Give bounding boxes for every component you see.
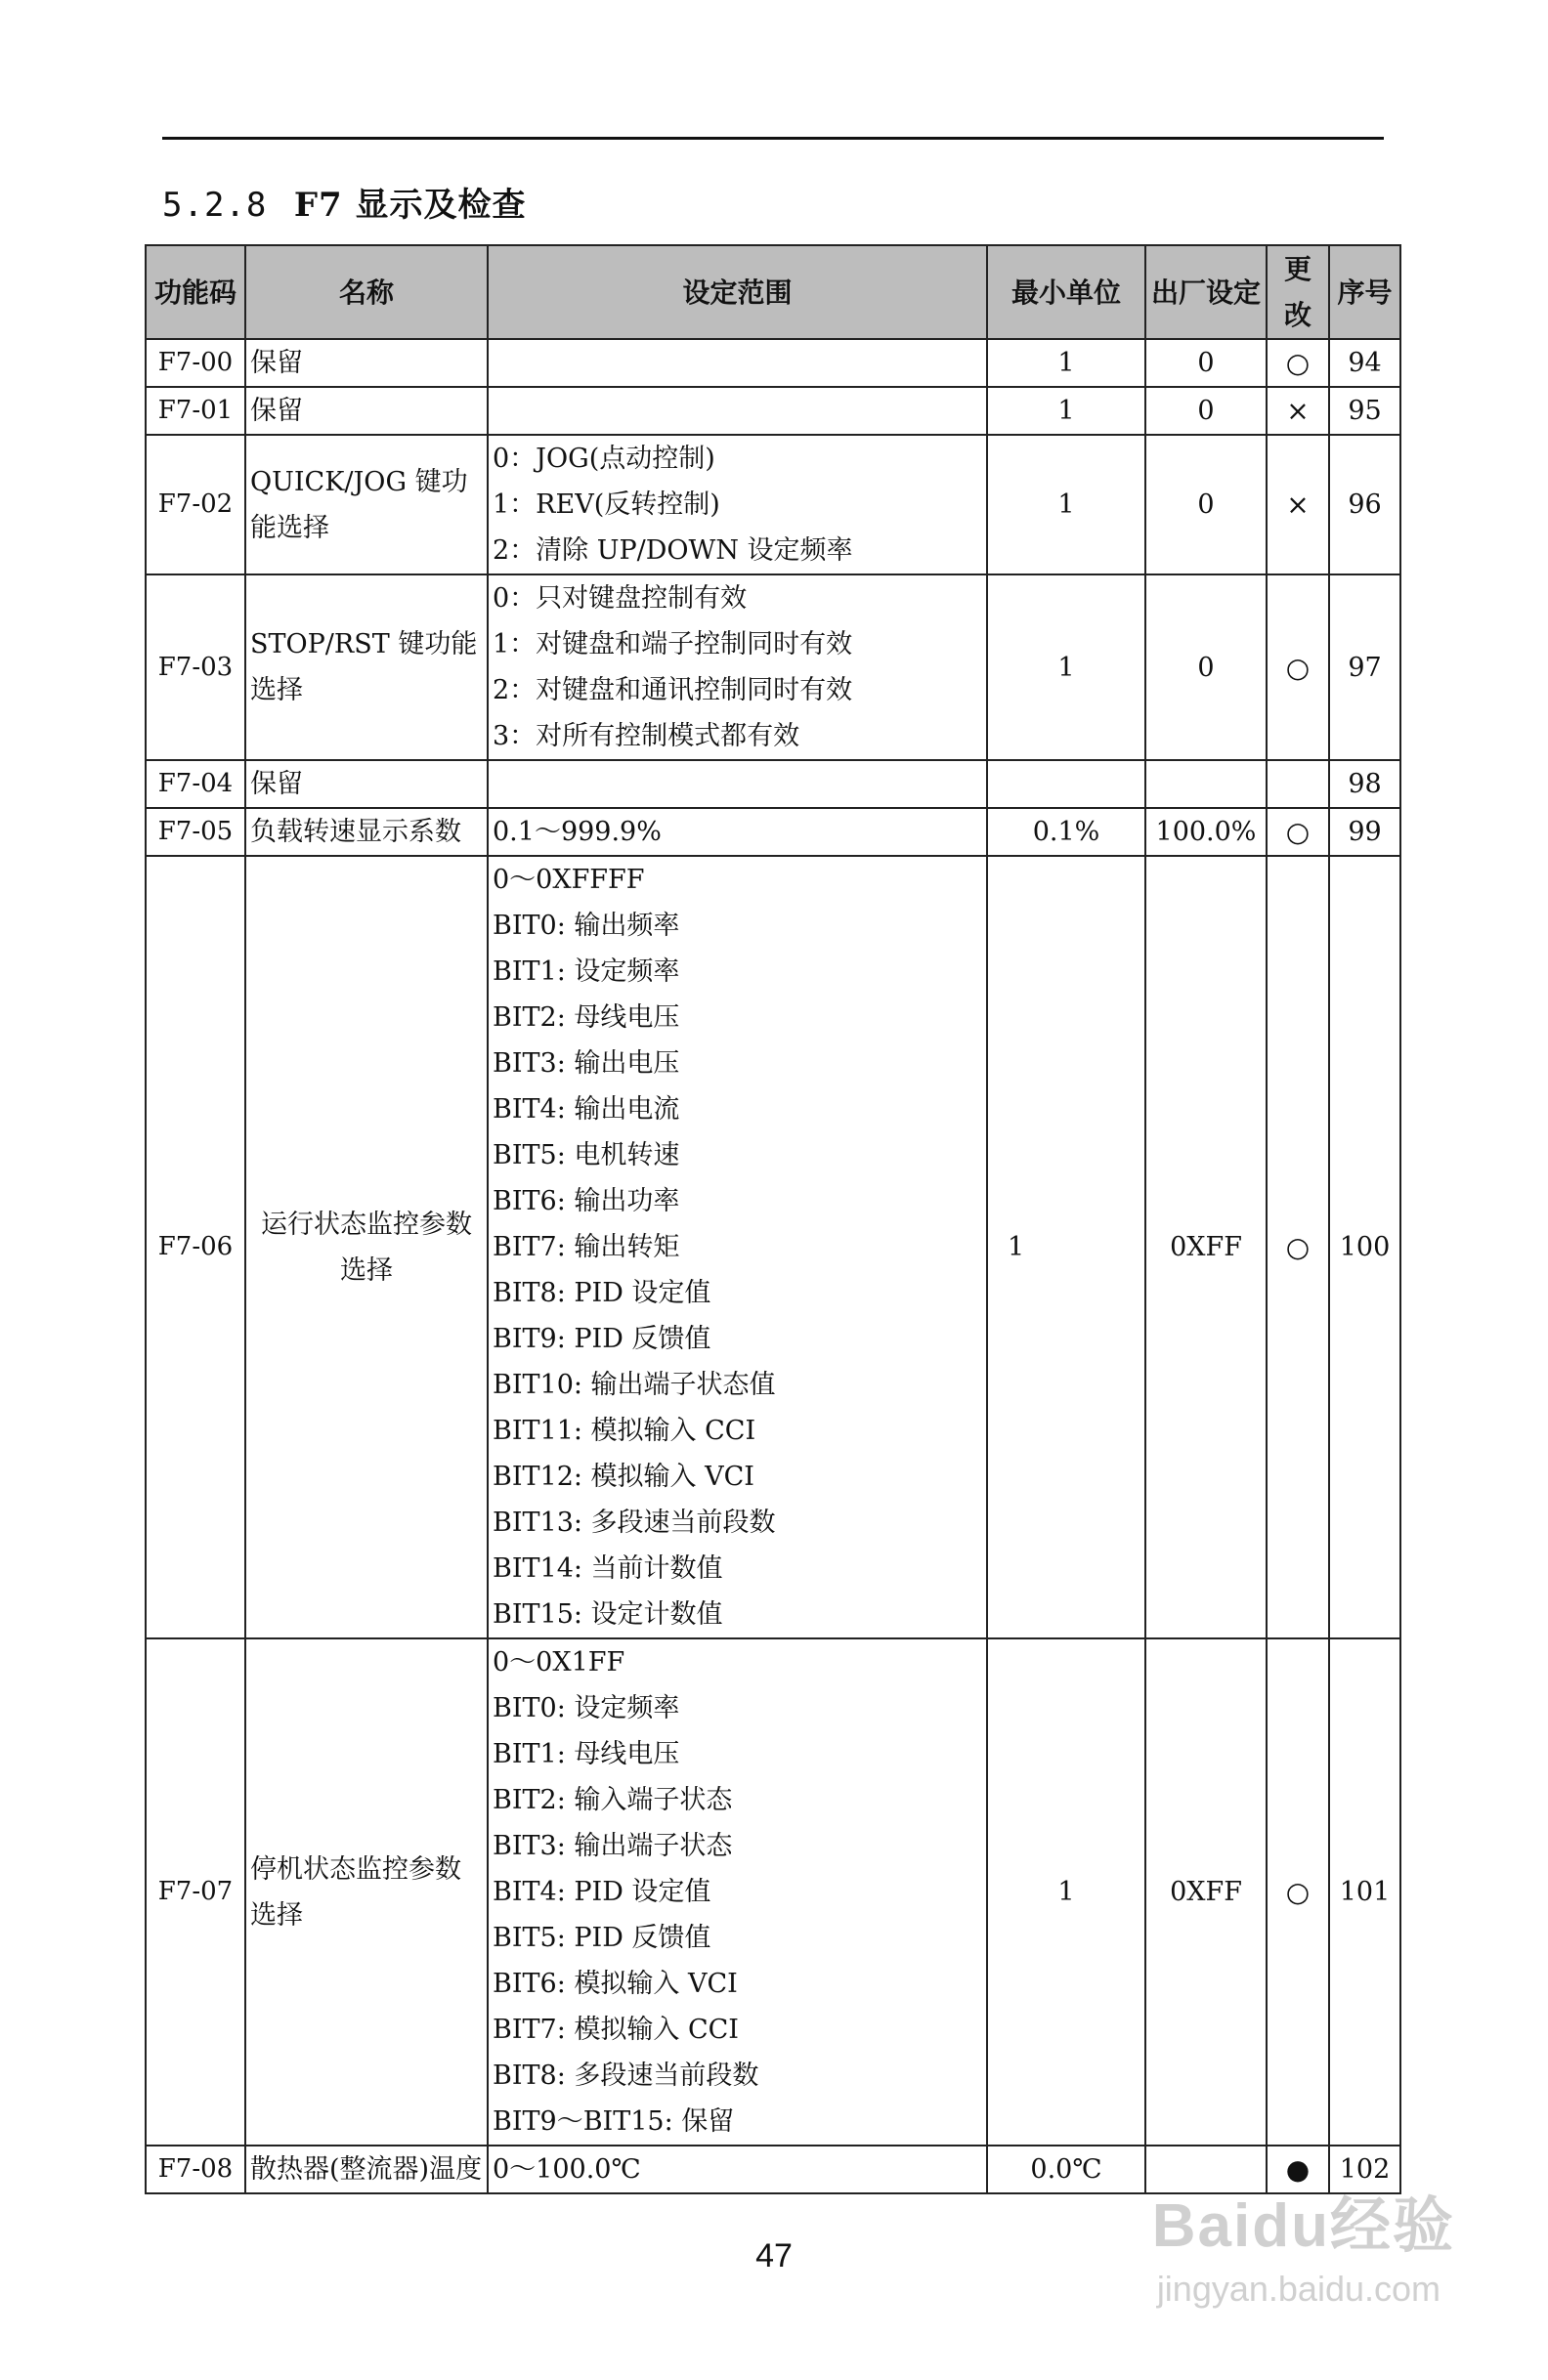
table-row	[146, 856, 1400, 1638]
row-name: QUICK/JOG 键功能选择	[245, 435, 488, 574]
row-unit: 1	[987, 856, 1145, 1638]
range-line: BIT6: 输出功率	[493, 1186, 680, 1216]
row-change: ○	[1267, 808, 1329, 856]
row-seq: 102	[1329, 2146, 1400, 2193]
row-code: F7-05	[146, 808, 245, 856]
row-unit: 1	[987, 574, 1145, 760]
range-line: 2：对键盘和通讯控制同时有效	[493, 675, 853, 705]
range-line: BIT12: 模拟输入 VCI	[493, 1462, 754, 1492]
row-name: 保留	[245, 339, 488, 387]
row-default: 0	[1145, 387, 1267, 435]
range-line: 0.1～999.9%	[493, 817, 662, 847]
row-seq: 99	[1329, 808, 1400, 856]
header-default: 出厂设定	[1145, 245, 1267, 339]
range-line: 0：JOG(点动控制)	[493, 444, 715, 474]
row-range	[488, 339, 987, 387]
row-name: 负载转速显示系数	[245, 808, 488, 856]
row-change: ○	[1267, 574, 1329, 760]
row-unit: 1	[987, 387, 1145, 435]
row-default: 0	[1145, 435, 1267, 574]
range-line: BIT0: 输出频率	[493, 911, 680, 941]
row-range	[488, 2146, 987, 2193]
row-name: 散热器(整流器)温度	[245, 2146, 488, 2193]
row-code: F7-00	[146, 339, 245, 387]
row-range	[488, 760, 987, 808]
range-line: BIT15: 设定计数值	[493, 1599, 723, 1630]
range-line: 3：对所有控制模式都有效	[493, 721, 800, 751]
range-line: BIT4: PID 设定值	[493, 1877, 711, 1907]
range-line: 1：REV(反转控制)	[493, 489, 720, 520]
range-line: BIT11: 模拟输入 CCI	[493, 1416, 756, 1446]
row-range	[488, 574, 987, 760]
range-line: BIT8: 多段速当前段数	[493, 2061, 759, 2091]
row-seq: 94	[1329, 339, 1400, 387]
range-line: BIT8: PID 设定值	[493, 1278, 711, 1308]
range-line: BIT9～BIT15: 保留	[493, 2106, 735, 2137]
row-range	[488, 856, 987, 1638]
range-line: BIT7: 模拟输入 CCI	[493, 2015, 739, 2045]
header-unit: 最小单位	[987, 245, 1145, 339]
range-line: BIT10: 输出端子状态值	[493, 1370, 776, 1400]
row-unit: 1	[987, 1638, 1145, 2146]
row-name: STOP/RST 键功能选择	[245, 574, 488, 760]
row-change: ○	[1267, 856, 1329, 1638]
row-name: 保留	[245, 387, 488, 435]
watermark-url: jingyan.baidu.com	[1156, 2269, 1440, 2309]
range-line: BIT2: 母线电压	[493, 1002, 680, 1033]
row-default	[1145, 760, 1267, 808]
row-unit: 1	[987, 339, 1145, 387]
range-line: 0～0XFFFF	[493, 865, 645, 895]
range-line: BIT2: 输入端子状态	[493, 1785, 733, 1815]
row-change: ×	[1267, 435, 1329, 574]
parameter-table	[145, 244, 1401, 2194]
row-code: F7-01	[146, 387, 245, 435]
range-line: BIT3: 输出电压	[493, 1048, 680, 1079]
top-rule	[162, 137, 1384, 140]
row-default: 100.0%	[1145, 808, 1267, 856]
watermark-logo: Baidu经验	[1151, 2192, 1455, 2260]
range-line: 0～100.0℃	[493, 2154, 641, 2185]
row-seq: 98	[1329, 760, 1400, 808]
row-seq: 100	[1329, 856, 1400, 1638]
table-row	[146, 808, 1400, 856]
row-code: F7-02	[146, 435, 245, 574]
range-line: BIT13: 多段速当前段数	[493, 1508, 776, 1538]
row-default: 0XFF	[1145, 1638, 1267, 2146]
row-range	[488, 387, 987, 435]
row-unit: 1	[987, 435, 1145, 574]
row-code: F7-03	[146, 574, 245, 760]
row-default: 0XFF	[1145, 856, 1267, 1638]
row-seq: 96	[1329, 435, 1400, 574]
table-row	[146, 760, 1400, 808]
range-line: BIT3: 输出端子状态	[493, 1831, 733, 1861]
row-change: ●	[1267, 2146, 1329, 2193]
row-code: F7-07	[146, 1638, 245, 2146]
header-seq: 序号	[1329, 245, 1400, 339]
header-range: 设定范围	[488, 245, 987, 339]
range-line: BIT5: 电机转速	[493, 1140, 680, 1170]
row-range	[488, 435, 987, 574]
row-seq: 97	[1329, 574, 1400, 760]
row-name: 运行状态监控参数选择	[245, 856, 488, 1638]
row-change: ○	[1267, 339, 1329, 387]
table-row	[146, 339, 1400, 387]
header-name: 名称	[245, 245, 488, 339]
range-line: BIT1: 设定频率	[493, 956, 680, 987]
row-code: F7-08	[146, 2146, 245, 2193]
section-title	[162, 178, 526, 226]
section-heading: F7 显示及检查	[293, 186, 527, 225]
header-code: 功能码	[146, 245, 245, 339]
row-change	[1267, 760, 1329, 808]
row-default: 0	[1145, 339, 1267, 387]
page-number: 47	[755, 2237, 793, 2274]
row-name: 停机状态监控参数选择	[245, 1638, 488, 2146]
row-range	[488, 1638, 987, 2146]
row-unit: 0.1%	[987, 808, 1145, 856]
row-range	[488, 808, 987, 856]
row-change: ×	[1267, 387, 1329, 435]
row-change: ○	[1267, 1638, 1329, 2146]
row-code: F7-04	[146, 760, 245, 808]
header-row	[146, 245, 1400, 339]
table-row	[146, 1638, 1400, 2146]
table-row	[146, 387, 1400, 435]
table-row	[146, 574, 1400, 760]
range-line: BIT4: 输出电流	[493, 1094, 680, 1125]
range-line: BIT9: PID 反馈值	[493, 1324, 711, 1354]
range-line: BIT0: 设定频率	[493, 1693, 680, 1723]
header-change: 更改	[1267, 245, 1329, 339]
row-unit	[987, 760, 1145, 808]
range-line: BIT5: PID 反馈值	[493, 1923, 711, 1953]
range-line: 0～0X1FF	[493, 1647, 625, 1678]
section-number: 5.2.8	[162, 186, 268, 225]
range-line: BIT6: 模拟输入 VCI	[493, 1969, 738, 1999]
range-line: 0：只对键盘控制有效	[493, 583, 748, 614]
row-name: 保留	[245, 760, 488, 808]
row-unit: 0.0℃	[987, 2146, 1145, 2193]
range-line: BIT1: 母线电压	[493, 1739, 680, 1769]
row-seq: 101	[1329, 1638, 1400, 2146]
range-line: BIT14: 当前计数值	[493, 1553, 723, 1584]
row-code: F7-06	[146, 856, 245, 1638]
range-line: BIT7: 输出转矩	[493, 1232, 680, 1262]
row-default: 0	[1145, 574, 1267, 760]
range-line: 1：对键盘和端子控制同时有效	[493, 629, 853, 659]
row-seq: 95	[1329, 387, 1400, 435]
range-line: 2：清除 UP/DOWN 设定频率	[493, 535, 853, 566]
table-row	[146, 435, 1400, 574]
